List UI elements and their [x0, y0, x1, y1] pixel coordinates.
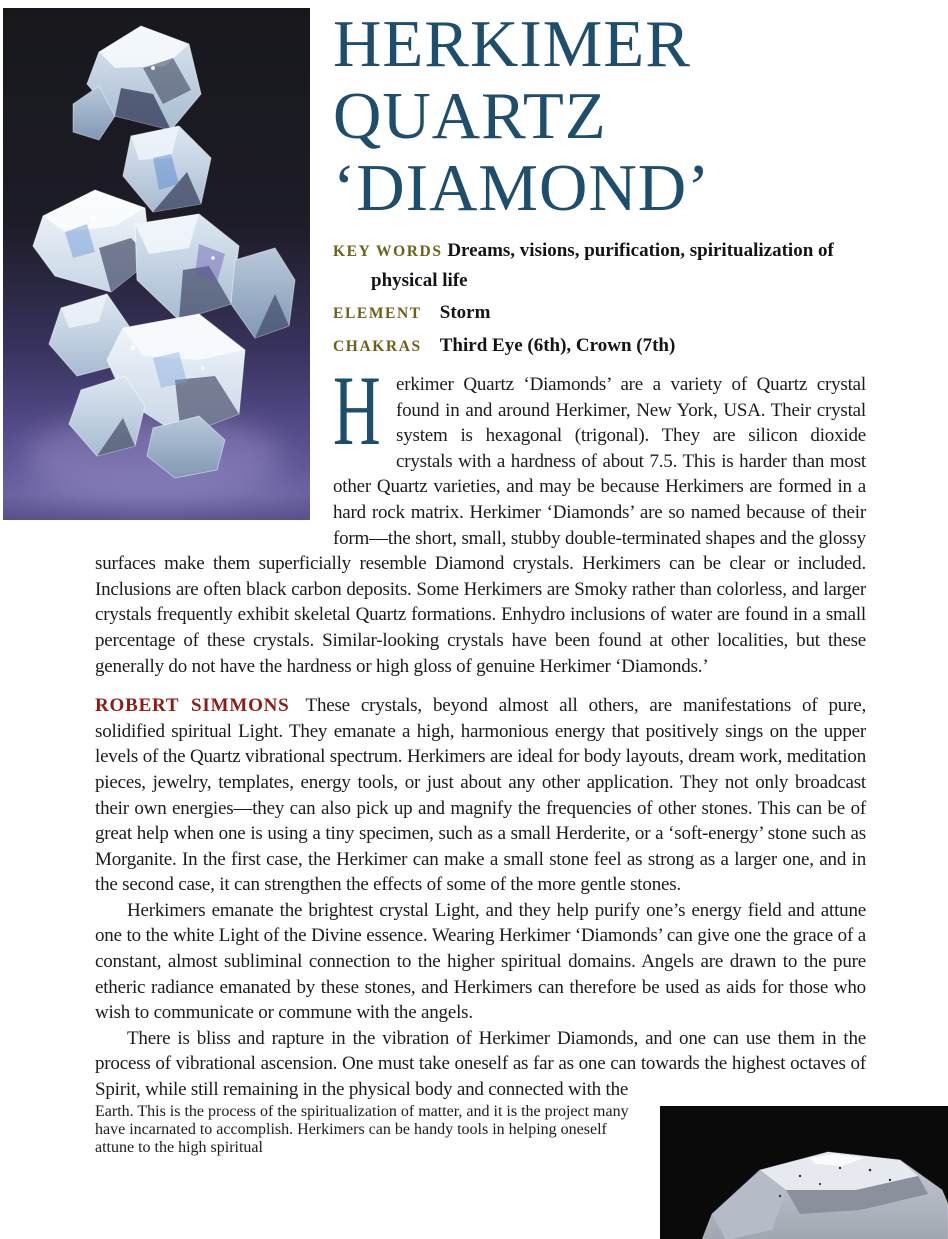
- crystal-cluster-illustration: [3, 8, 310, 520]
- author-paragraph-3-part-1: There is bliss and rapture in the vibration of Herkimer Diamonds, and one can use them in the process of vibrational ascension. One must take oneself as far as one can towards the highest octaves of Spirit, while still remaining in the physical body and connected with the: [95, 1027, 866, 1101]
- property-label-chakras: CHAKRAS: [333, 338, 422, 355]
- page-title-line-1: HERKIMER: [333, 7, 691, 81]
- author-paragraph-2: Herkimers emanate the brightest crystal Light, and they help purify one’s energy field and attune one to the white Light of the Divine essence. Wearing Herkimer ‘Diamonds’ can give one the grace of a constant, almost subliminal connection to the higher spiritual domains. Angels are drawn to the pure etheric radiance emanated by these stones, and Herkimers can therefore be used as aids for those who wish to communicate or commune with the angels.: [95, 899, 866, 1024]
- property-label-element: ELEMENT: [333, 305, 422, 322]
- author-section: [95, 693, 866, 1157]
- page-title-line-3: ‘DIAMOND’: [333, 151, 711, 225]
- page-title-line-2: QUARTZ: [333, 79, 607, 153]
- author-paragraph-1: [95, 693, 866, 898]
- property-element: [333, 298, 866, 328]
- herkimer-crystal-photo: [660, 1106, 948, 1239]
- property-value-chakras: Third Eye (6th), Crown (7th): [439, 335, 676, 356]
- property-value-key-words: Dreams, visions, purification, spiritualization of physical life: [371, 240, 834, 291]
- property-value-element: Storm: [439, 302, 491, 323]
- author-paragraph-1-text: These crystals, beyond almost all others, are manifestations of pure, solidified spiritual Light. They emanate a high, harmonious energy that positively sings on the upper levels of the Quartz vibrational spectrum. Herkimers are ideal for body layouts, dream work, meditation pieces, jewelry, templates, energy tools, or just about any other application. They not only broadcast their own energies—they can also pick up and magnify the frequencies of other stones. This can be of great help when one is using a tiny specimen, such as a small Herderite, or a ‘soft-energy’ stone such as Morganite. In the first case, the Herkimer can make a small stone feel as strong as a larger one, and in the second case, it can strengthen the effects of some of the more gentle stones.: [95, 695, 866, 896]
- property-key-words: [333, 236, 866, 295]
- author-paragraph-3: [95, 1026, 866, 1103]
- single-crystal-illustration: [660, 1106, 948, 1239]
- intro-text: erkimer Quartz ‘Diamonds’ are a variety of Quartz crystal found in and around Herkimer, New York, USA. Their crystal system is hexagonal (trigonal). They are silicon dioxide crystals with a hardness of about 7.5. This is harder than most other Quartz varieties, and may be because Herkimers are formed in a hard rock matrix. Herkimer ‘Diamonds’ are so named because of their form—the short, small, stubby double-terminated shapes and the glossy surfaces make them superficially resemble Diamond crystals. Herkimers can be clear or included. Inclusions are often black carbon deposits. Some Herkimers are Smoky rather than colorless, and larger crystals frequently exhibit skeletal Quartz formations. Enhydro inclusions of water are found in a small percentage of these crystals. Similar-looking crystals have been found at other localities, but these generally do not have the hardness or high gloss of genuine Herkimer ‘Diamonds.’: [95, 374, 866, 677]
- property-label-key-words: KEY WORDS: [333, 243, 443, 260]
- herkimer-cluster-photo: [3, 8, 310, 520]
- drop-cap: H: [333, 355, 381, 466]
- author-name-label: ROBERT SIMMONS: [95, 695, 290, 717]
- author-paragraph-3-part-2: Earth. This is the process of the spiritualization of matter, and it is the project many have incarnated to accomplish. Herkimers can be handy tools in helping oneself attune to the high spiritual: [95, 1102, 629, 1156]
- stone-properties: [333, 236, 866, 364]
- property-chakras: [333, 331, 866, 361]
